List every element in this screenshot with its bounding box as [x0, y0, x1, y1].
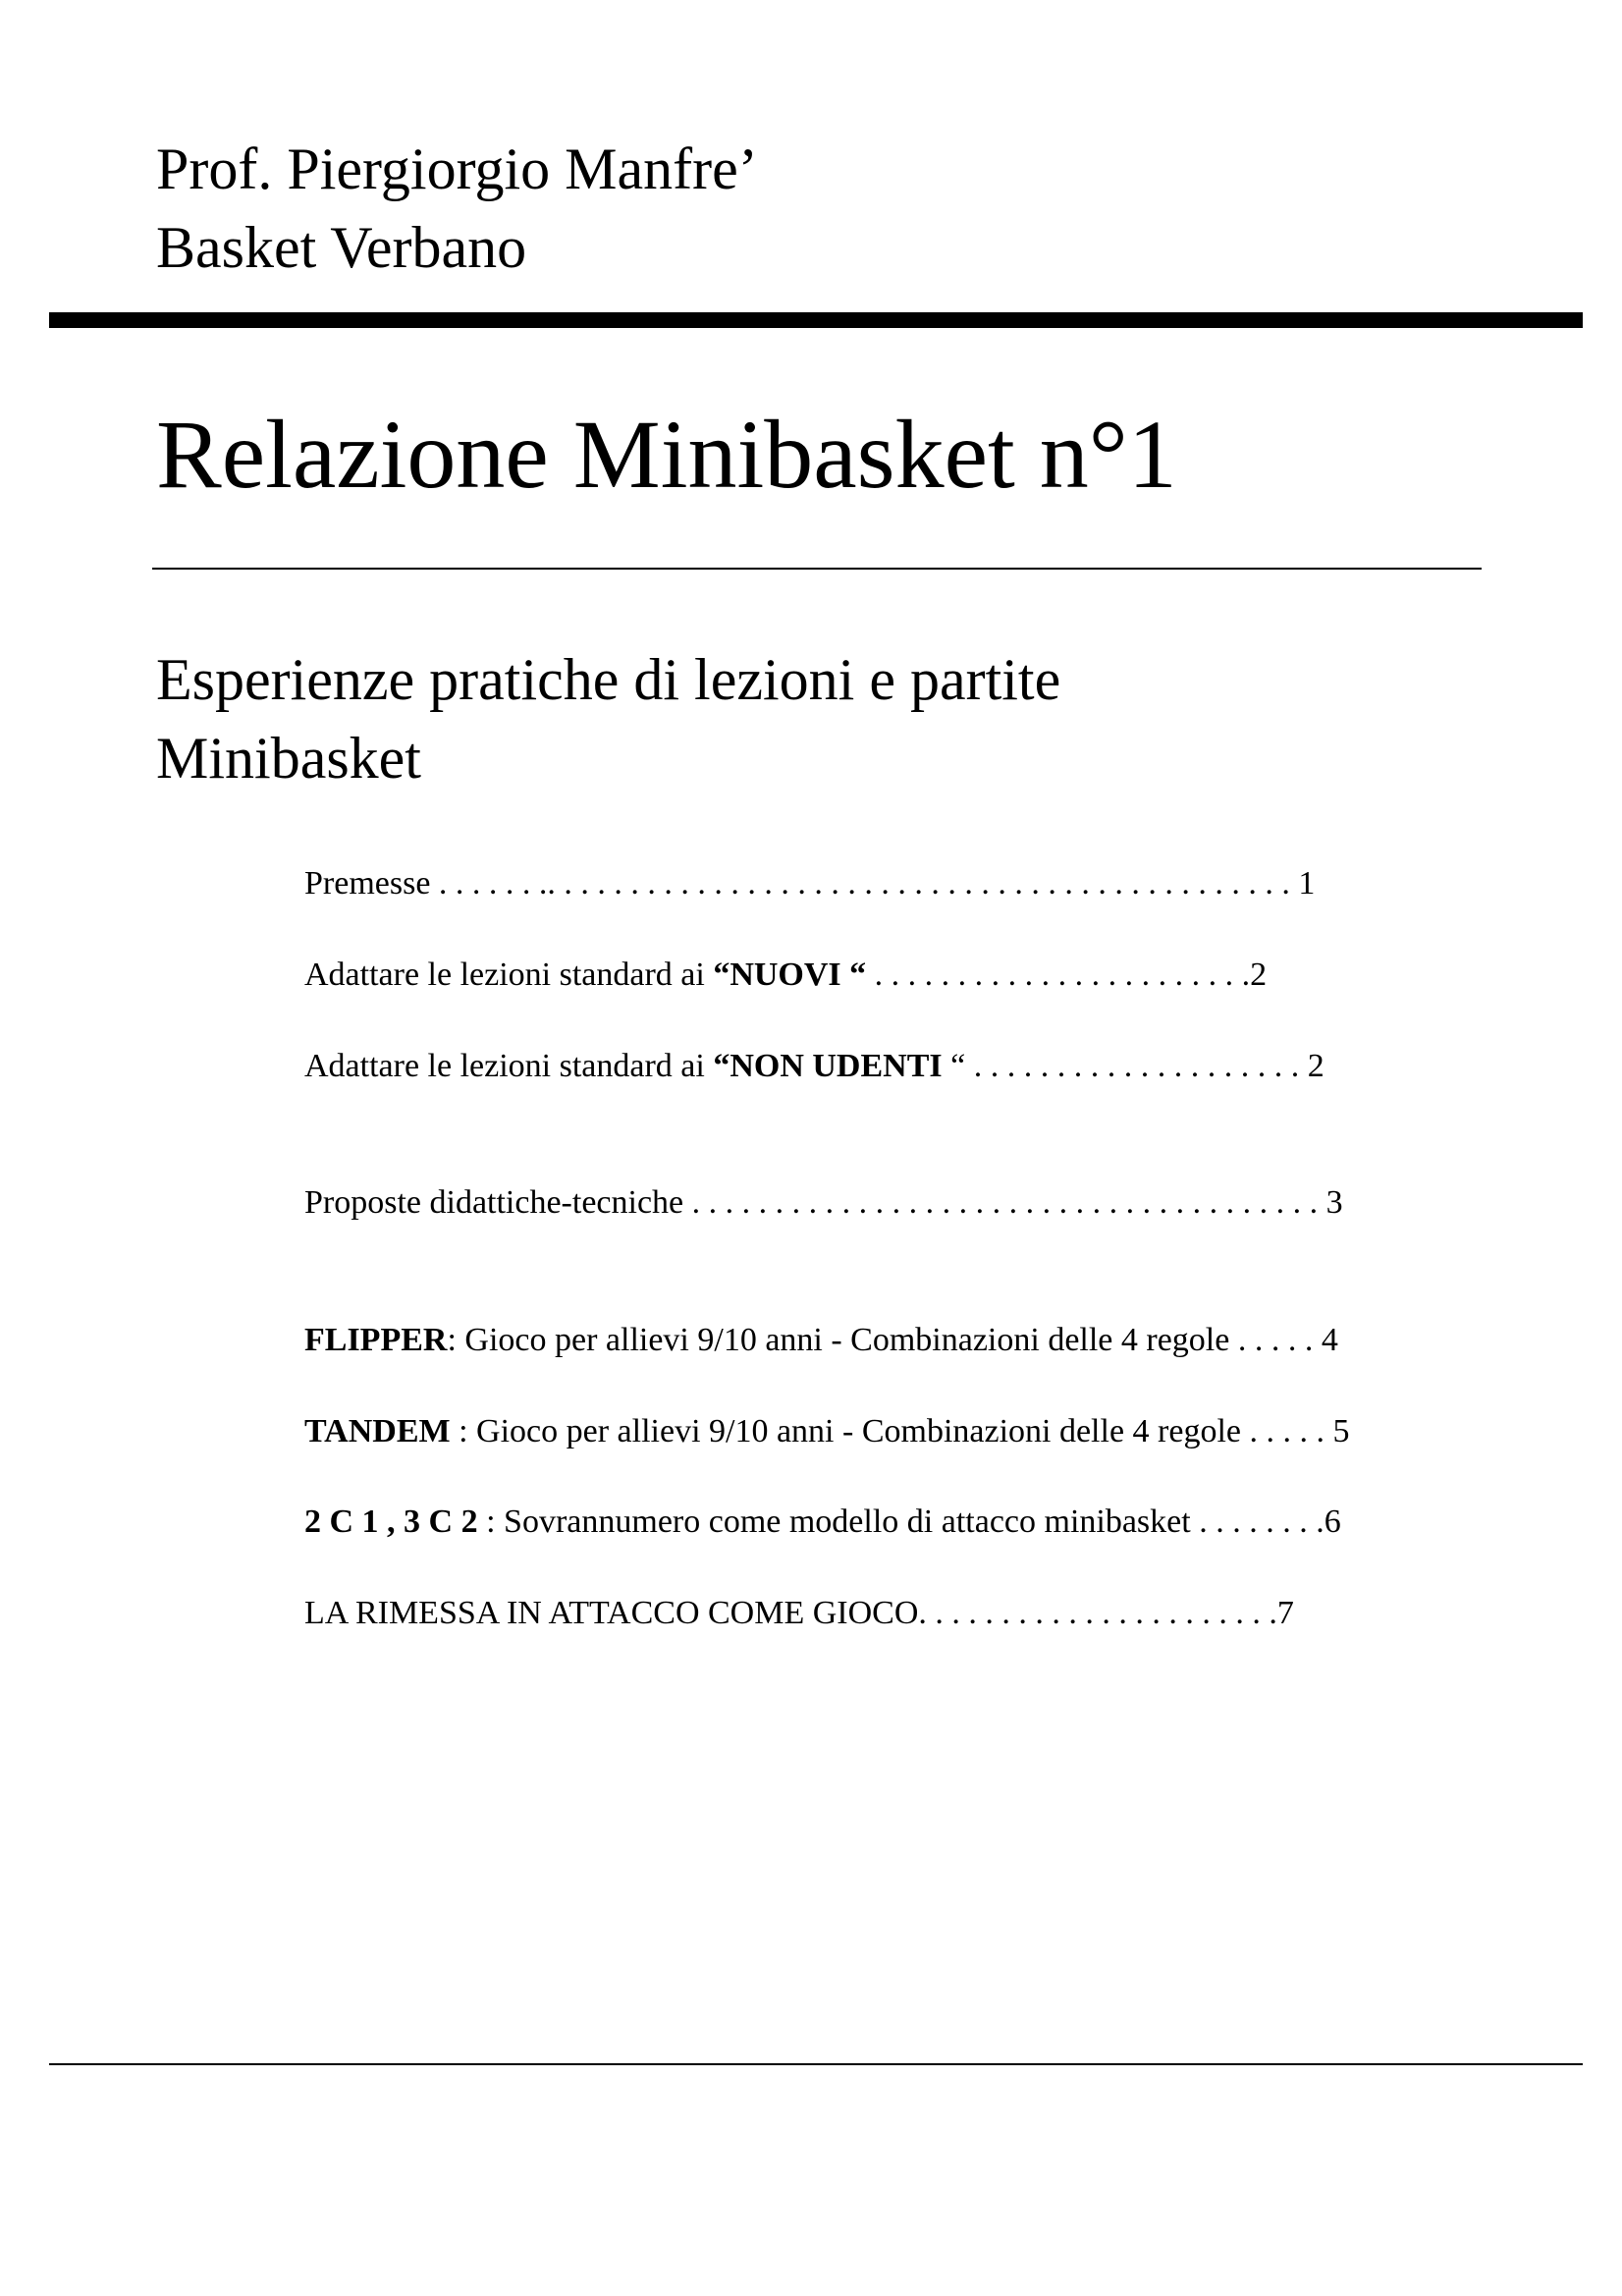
toc-entry-sovrannumero	[304, 1501, 1341, 1544]
toc-leader: “ . . . . . . . . . . . . . . . . . . . .	[942, 1048, 1300, 1084]
toc-page-number: 5	[1325, 1413, 1350, 1449]
subtitle-line-1: Esperienze pratiche di lezioni e partite	[156, 647, 1061, 712]
toc-entry-text: Adattare le lezioni standard ai	[304, 957, 714, 993]
author-name: Prof. Piergiorgio Manfre’	[156, 137, 758, 201]
toc-entry-bold: “NUOVI “	[713, 957, 867, 993]
toc-page-number: 2	[1299, 1048, 1325, 1084]
toc-entry-text: LA RIMESSA IN ATTACCO COME GIOCO.	[304, 1595, 927, 1631]
toc-leader: . . . . . . . . . . . . . . . . . . . . . . . . . . . . . . . . . . . . . .	[683, 1184, 1319, 1221]
toc-entry-rimessa	[304, 1592, 1294, 1635]
toc-leader: . . . . . . . . . . . . . . . . . . . . . . .	[866, 957, 1251, 993]
toc-entry-nuovi	[304, 954, 1267, 997]
toc-page-number: 2	[1250, 957, 1268, 993]
toc-entry-text: : Gioco per allievi 9/10 anni - Combinazioni delle 4 regole	[450, 1413, 1241, 1449]
toc-leader: . . . . . . . .	[1190, 1503, 1325, 1540]
toc-entry-flipper	[304, 1319, 1338, 1362]
header-rule	[49, 312, 1583, 328]
toc-page-number: 6	[1324, 1503, 1341, 1540]
toc-entry-text: : Sovrannumero come modello di attacco minibasket	[477, 1503, 1191, 1540]
document-title: Relazione Minibasket n°1	[156, 400, 1177, 509]
toc-page-number: 7	[1276, 1595, 1294, 1631]
toc-entry-text: : Gioco per allievi 9/10 anni - Combinazioni delle 4 regole	[447, 1322, 1230, 1358]
document-subtitle	[156, 640, 1060, 797]
toc-leader: . . . . . . .. . . . . . . . . . . . . . . . . . . . . . . . . . . . . . . . . . . . . . . . . . . . .	[430, 865, 1290, 902]
toc-entry-bold: 2 C 1 , 3 C 2	[304, 1503, 478, 1540]
toc-entry-bold: FLIPPER	[304, 1322, 448, 1358]
toc-page-number: 1	[1289, 865, 1316, 902]
footer-rule	[49, 2063, 1583, 2065]
toc-entry-bold: TANDEM	[304, 1413, 451, 1449]
toc-entry-proposte	[304, 1181, 1343, 1225]
toc-leader: . . . . .	[1241, 1413, 1325, 1449]
toc-entry-non-udenti	[304, 1045, 1325, 1088]
toc-entry-bold: “NON UDENTI	[713, 1048, 943, 1084]
toc-entry-text: Premesse	[304, 865, 431, 902]
author-block	[156, 130, 758, 287]
toc-entry-text: Adattare le lezioni standard ai	[304, 1048, 714, 1084]
toc-page-number: 3	[1318, 1184, 1343, 1221]
toc-leader: . . . . . . . . . . . . . . . . . . . . .	[926, 1595, 1277, 1631]
title-rule	[152, 568, 1482, 570]
toc-page-number: 4	[1313, 1322, 1338, 1358]
subtitle-line-2: Minibasket	[156, 726, 421, 791]
toc-entry-tandem	[304, 1410, 1350, 1453]
toc-entry-text: Proposte didattiche-tecniche	[304, 1184, 684, 1221]
toc-entry-premesse	[304, 862, 1315, 905]
toc-leader: . . . . .	[1229, 1322, 1314, 1358]
organization-name: Basket Verbano	[156, 215, 527, 280]
